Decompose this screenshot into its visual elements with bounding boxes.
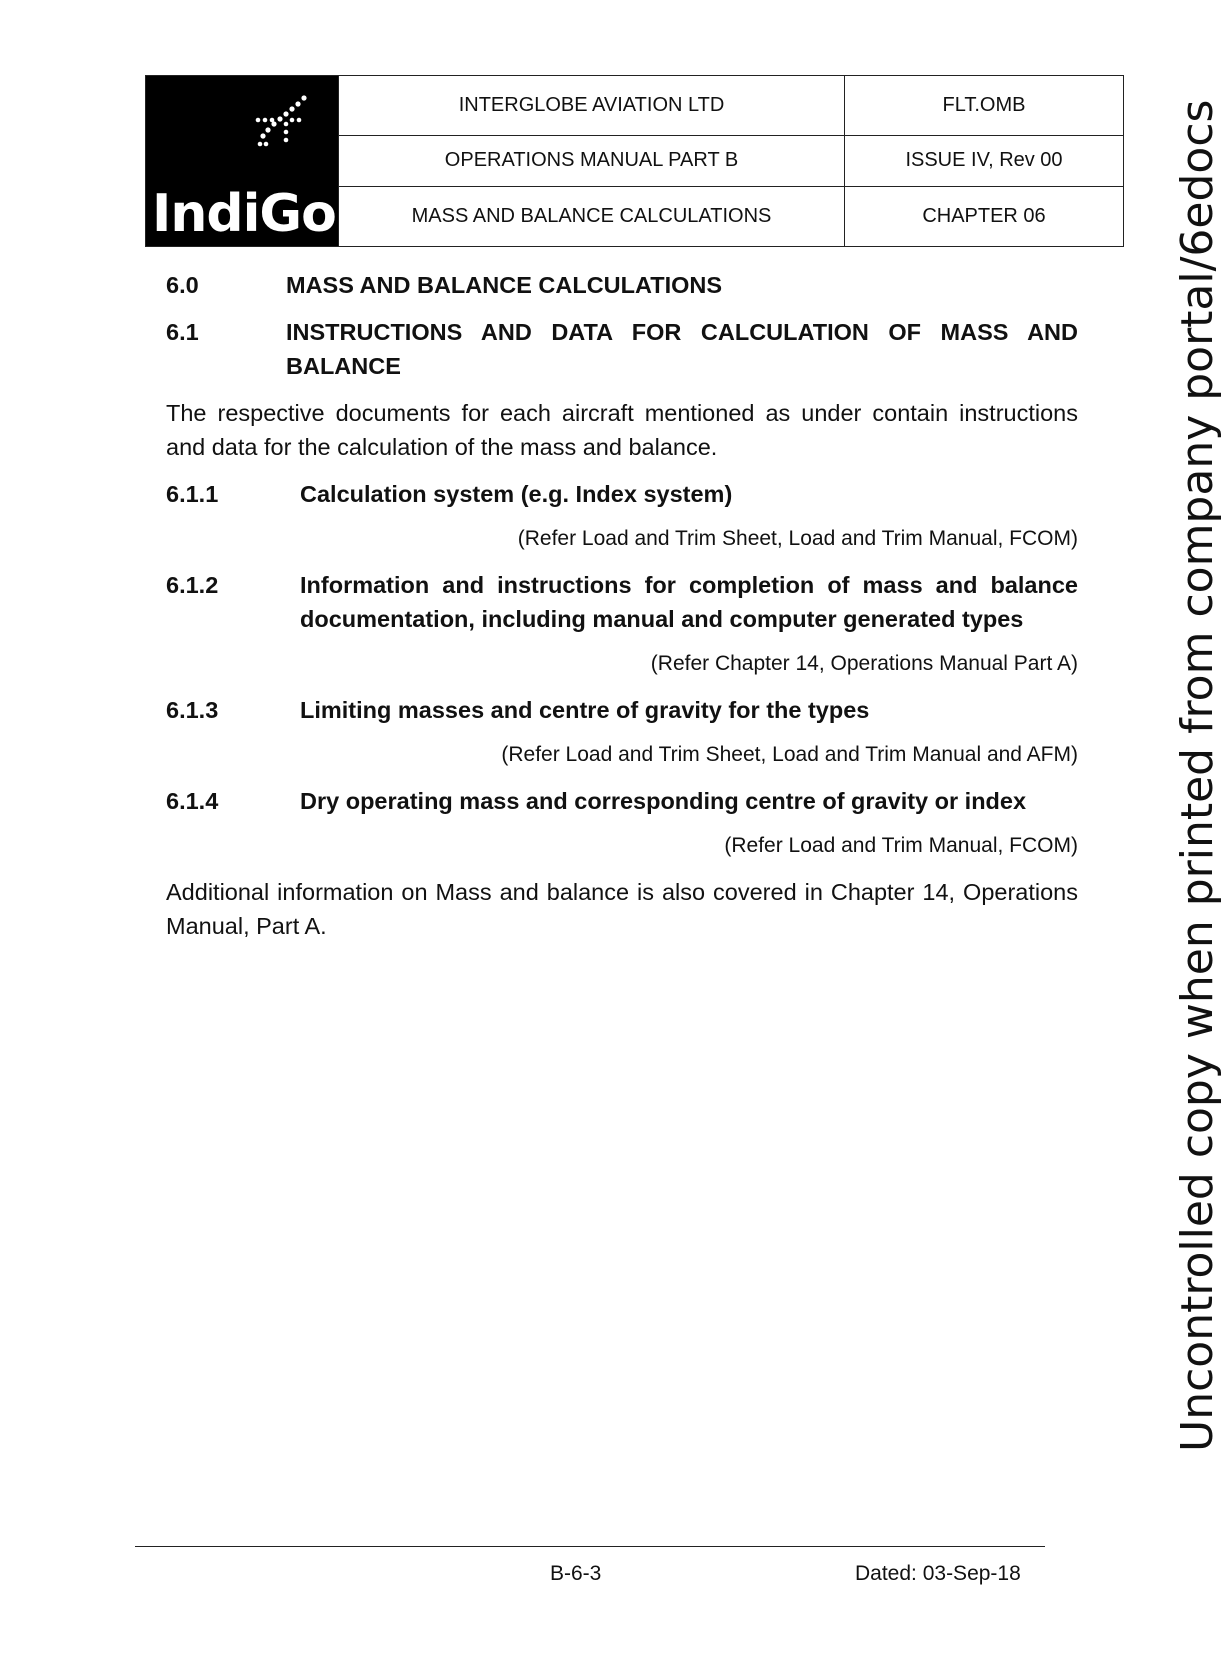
reference-note: (Refer Load and Trim Sheet, Load and Trim Manual and AFM): [501, 743, 1078, 766]
plane-icon: [246, 90, 316, 160]
section-number: 6.1: [166, 319, 199, 345]
uncontrolled-copy-watermark: Uncontrolled copy when printed from company portal/6edocs: [1172, 99, 1223, 1452]
section-6-1-4: [166, 784, 1078, 818]
section-6-1: [166, 315, 1078, 383]
chapter-title: MASS AND BALANCE CALCULATIONS: [339, 187, 845, 247]
section-title: Dry operating mass and corresponding centre of gravity or index: [300, 788, 1027, 814]
section-number: 6.1.3: [166, 697, 219, 723]
company-logo: [146, 76, 339, 247]
company-name: INTERGLOBE AVIATION LTD: [339, 76, 845, 136]
section-title: Limiting masses and centre of gravity for the types: [300, 697, 870, 723]
footer-date: Dated: 03-Sep-18: [855, 1562, 1021, 1585]
reference-note: (Refer Load and Trim Sheet, Load and Trim Manual, FCOM): [517, 527, 1078, 550]
manual-name: OPERATIONS MANUAL PART B: [339, 135, 845, 187]
section-number: 6.1.4: [166, 788, 219, 814]
page-number: B-6-3: [550, 1562, 602, 1585]
reference-note: (Refer Load and Trim Manual, FCOM): [724, 834, 1078, 857]
section-6-1-1: [166, 477, 1078, 511]
reference-note: (Refer Chapter 14, Operations Manual Part A): [650, 652, 1078, 675]
section-number: 6.0: [166, 272, 199, 298]
section-6-0: [166, 268, 1078, 302]
section-title: MASS AND BALANCE CALCULATIONS: [286, 272, 723, 298]
chapter-number: CHAPTER 06: [845, 187, 1124, 247]
footer-divider: [135, 1546, 1045, 1547]
intro-paragraph: The respective documents for each aircraft mentioned as under contain instructions and data for the calculation of the mass and balance.: [166, 400, 1078, 460]
closing-paragraph: Additional information on Mass and balance is also covered in Chapter 14, Operations Manual, Part A.: [166, 879, 1078, 939]
logo-text: IndiGo: [152, 184, 336, 244]
document-header: [145, 75, 1124, 247]
section-number: 6.1.1: [166, 481, 219, 507]
document-body: [166, 268, 1078, 956]
section-title: Information and instructions for completion of mass and balance documentation, including manual and computer generated types: [300, 572, 1078, 632]
section-6-1-2: [166, 568, 1078, 636]
section-number: 6.1.2: [166, 572, 219, 598]
section-title: Calculation system (e.g. Index system): [300, 481, 733, 507]
section-6-1-3: [166, 693, 1078, 727]
document-code: FLT.OMB: [845, 76, 1124, 136]
issue-revision: ISSUE IV, Rev 00: [845, 135, 1124, 187]
section-title: INSTRUCTIONS AND DATA FOR CALCULATION OF MASS AND BALANCE: [286, 319, 1078, 379]
